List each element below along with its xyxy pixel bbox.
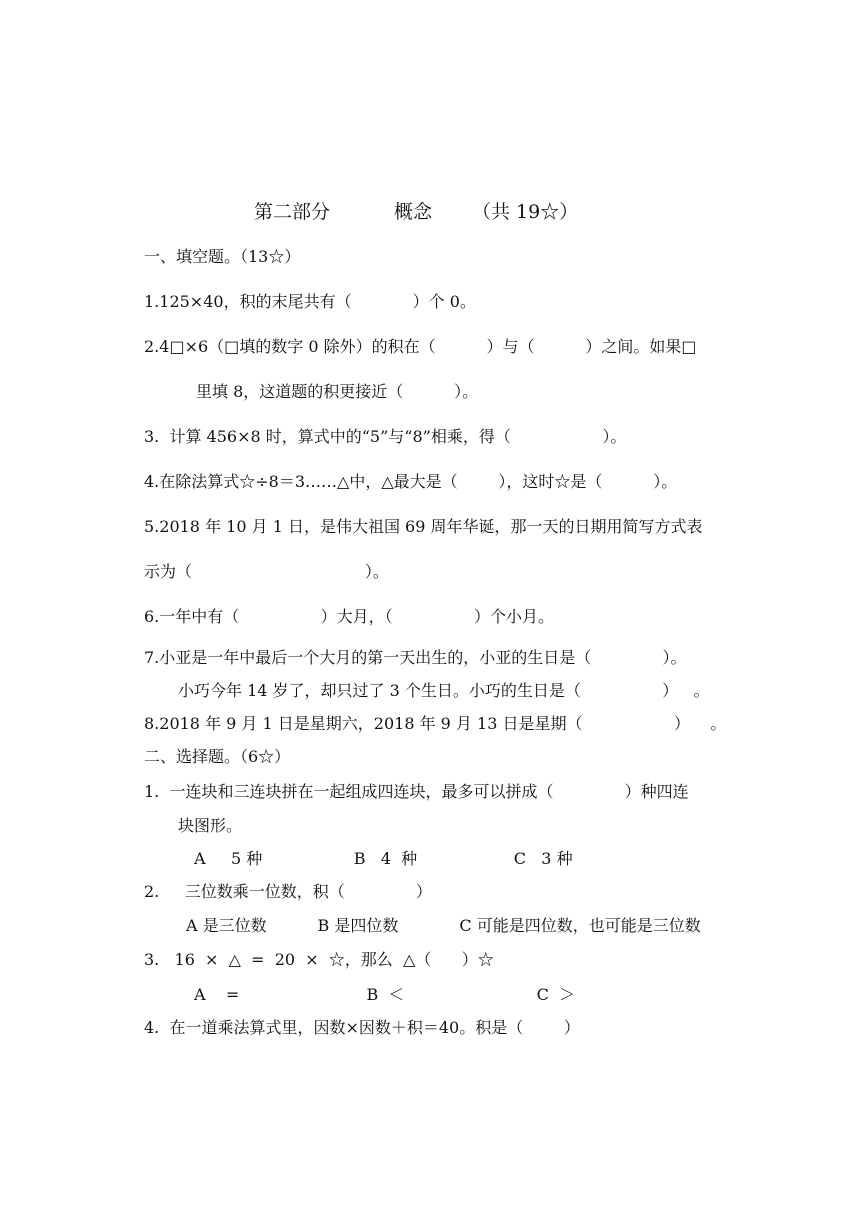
section-title-topic: 概念 bbox=[394, 201, 433, 223]
question-1-2: 2.4□×6（□填的数字 0 除外）的积在（ ）与（ ）之间。如果□ bbox=[144, 337, 697, 356]
question-1-8: 8.2018 年 9 月 1 日是星期六，2018 年 9 月 13 日是星期（ ） 。 bbox=[144, 714, 727, 733]
section-title-score: （共 19☆） bbox=[472, 201, 579, 223]
choice-heading: 二、选择题。（6☆） bbox=[144, 747, 291, 766]
question-1-1: 1.125×40，积的末尾共有（ ）个 0。 bbox=[144, 292, 476, 311]
question-1-2-continued: 里填 8，这道题的积更接近（ ）。 bbox=[196, 382, 479, 401]
question-1-6: 6.一年中有（ ）大月，（ ）个小月。 bbox=[144, 607, 555, 626]
question-2-4: 4. 在一道乘法算式里，因数×因数＋积＝40。积是（ ） bbox=[144, 1018, 580, 1037]
question-1-5: 5.2018 年 10 月 1 日，是伟大祖国 69 周年华诞，那一天的日期用简写方式表 bbox=[144, 517, 703, 536]
question-1-3: 3. 计算 456×8 时，算式中的“5”与“8”相乘，得（ ）。 bbox=[144, 427, 627, 446]
section-title-part: 第二部分 bbox=[254, 201, 331, 223]
question-2-1-options: A 5 种 B 4 种 C 3 种 bbox=[194, 849, 573, 868]
question-2-3: 3. 16 × △ = 20 × ☆，那么 △（ ）☆ bbox=[144, 950, 494, 969]
fill-blank-heading: 一、填空题。（13☆） bbox=[144, 247, 301, 266]
question-1-7-continued: 小巧今年 14 岁了，却只过了 3 个生日。小巧的生日是（ ） 。 bbox=[178, 681, 710, 700]
question-1-5-continued: 示为（ ）。 bbox=[144, 562, 389, 581]
question-2-2: 2. 三位数乘一位数，积（ ） bbox=[144, 882, 432, 901]
question-2-2-options: A 是三位数 B 是四位数 C 可能是四位数，也可能是三位数 bbox=[186, 916, 701, 935]
question-2-1: 1. 一连块和三连块拼在一起组成四连块，最多可以拼成（ ）种四连 bbox=[144, 782, 689, 801]
question-2-3-options: A = B ＜ C ＞ bbox=[194, 985, 576, 1004]
question-2-1-continued: 块图形。 bbox=[178, 816, 243, 835]
question-1-7: 7.小亚是一年中最后一个大月的第一天出生的，小亚的生日是（ ）。 bbox=[144, 648, 687, 667]
question-1-4: 4.在除法算式☆÷8＝3……△中，△最大是（ ），这时☆是（ ）。 bbox=[144, 472, 678, 491]
